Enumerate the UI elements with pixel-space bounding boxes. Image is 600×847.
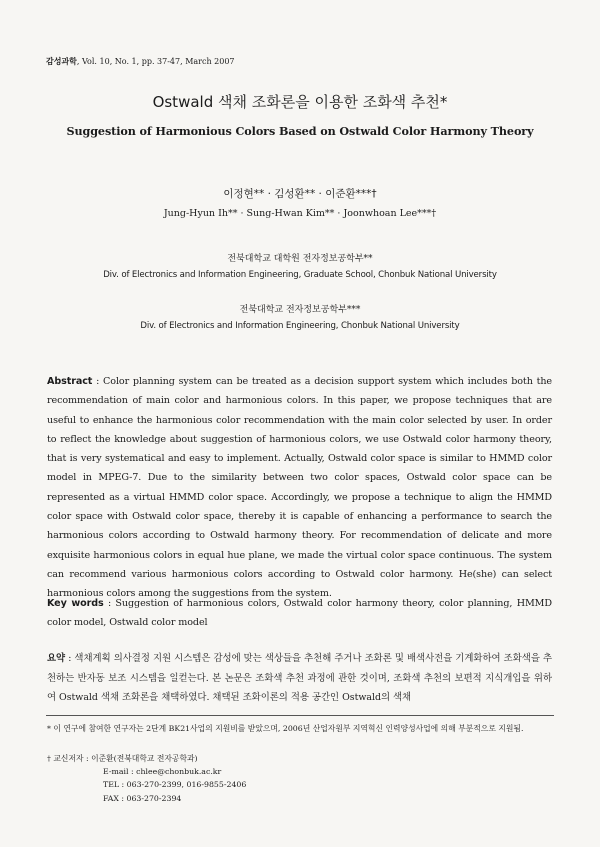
contact-tel: TEL : 063-270-2399, 016-9855-2406 bbox=[103, 780, 247, 790]
keywords-text: : Suggestion of harmonious colors, Ostwald color harmony theory, color planning, HMMD color model, Ostwald color model bbox=[47, 598, 552, 629]
contact-fax: FAX : 063-270-2394 bbox=[103, 793, 182, 803]
abstract-label: Abstract bbox=[47, 376, 93, 387]
affiliation-1-english: Div. of Electronics and Information Engineering, Graduate School, Chonbuk National University bbox=[103, 270, 497, 280]
authors-korean: 이정현** · 김성환** · 이준환***† bbox=[223, 188, 377, 200]
abstract-text: : Color planning system can be treated as a decision support system which includes both the recommendation of main color and harmonious colors. In this paper, we propose techniques that are useful to enhance the harmonious color recommendation with the main color selected by user. In order to reflect the knowledge about suggestion of harmonious colors, we use Ostwald color harmony theory, that is very systematical and easy to implement. Actually, Ostwald color space is similar to HMMD color model in MPEG-7. Due to the similarity between two color spaces, Ostwald color space can be represented as a virtual HMMD color space. Accordingly, we propose a technique to align the HMMD color space with Ostwald color space, thereby it is capable of enhancing a performance to search the harmonious colors according to Ostwald harmony theory. For recommendation of delicate and more exquisite harmonious colors in equal hue plane, we made the virtual color space continuous. The system can recommend various harmonious colors according to Ostwald color harmony. He(she) can select harmonious colors among the suggestions from the system. bbox=[47, 376, 552, 600]
keywords bbox=[47, 594, 552, 633]
keywords-label: Key words bbox=[47, 598, 104, 609]
citation: , Vol. 10, No. 1, pp. 37-47, March 2007 bbox=[76, 57, 235, 66]
title-korean: Ostwald 색채 조화론을 이용한 조화색 추천* bbox=[152, 93, 448, 111]
summary-text: : 색채계획 의사결정 지원 시스템은 감성에 맞는 색상들을 추천해 주거나 조화론 및 배색사전을 기계화하여 조화색을 추천하는 반자동 보조 시스템을 일컫는다. 본 논문은 조화색 추천 과정에 관한 것이며, 조화색 추천의 보편적 지식개입을 위하여 Ostwald 색채 조화론을 채택하였다. 채택된 조화이론의 적용 공간인 Ostwald의 색채 bbox=[47, 653, 552, 703]
abstract bbox=[47, 372, 552, 604]
affiliation-1-korean: 전북대학교 대학원 전자정보공학부** bbox=[227, 254, 373, 264]
affiliation-2-korean: 전북대학교 전자정보공학부*** bbox=[239, 305, 361, 315]
summary-label: 요약 bbox=[47, 653, 66, 664]
affiliation-2-english: Div. of Electronics and Information Engineering, Chonbuk National University bbox=[140, 321, 460, 331]
corresponding-author: † 교신저자 : 이준환(전북대학교 전자공학과) bbox=[47, 754, 198, 763]
footnote-divider bbox=[46, 715, 554, 716]
running-header bbox=[46, 56, 235, 67]
contact-email: E-mail : chlee@chonbuk.ac.kr bbox=[103, 767, 222, 777]
journal-name: 감성과학 bbox=[46, 57, 77, 66]
footnote-funding: * 이 연구에 참여한 연구자는 2단계 BK21사업의 지원비를 받았으며, 2006년 산업자원부 지역혁신 인력양성사업에 의해 부분적으로 지원됨. bbox=[47, 724, 524, 733]
summary-korean bbox=[47, 649, 552, 708]
title-english: Suggestion of Harmonious Colors Based on Ostwald Color Harmony Theory bbox=[66, 124, 534, 138]
authors-english: Jung-Hyun Ih** · Sung-Hwan Kim** · Joonwhoan Lee***† bbox=[163, 208, 437, 219]
footnote-corresponding bbox=[47, 752, 552, 805]
